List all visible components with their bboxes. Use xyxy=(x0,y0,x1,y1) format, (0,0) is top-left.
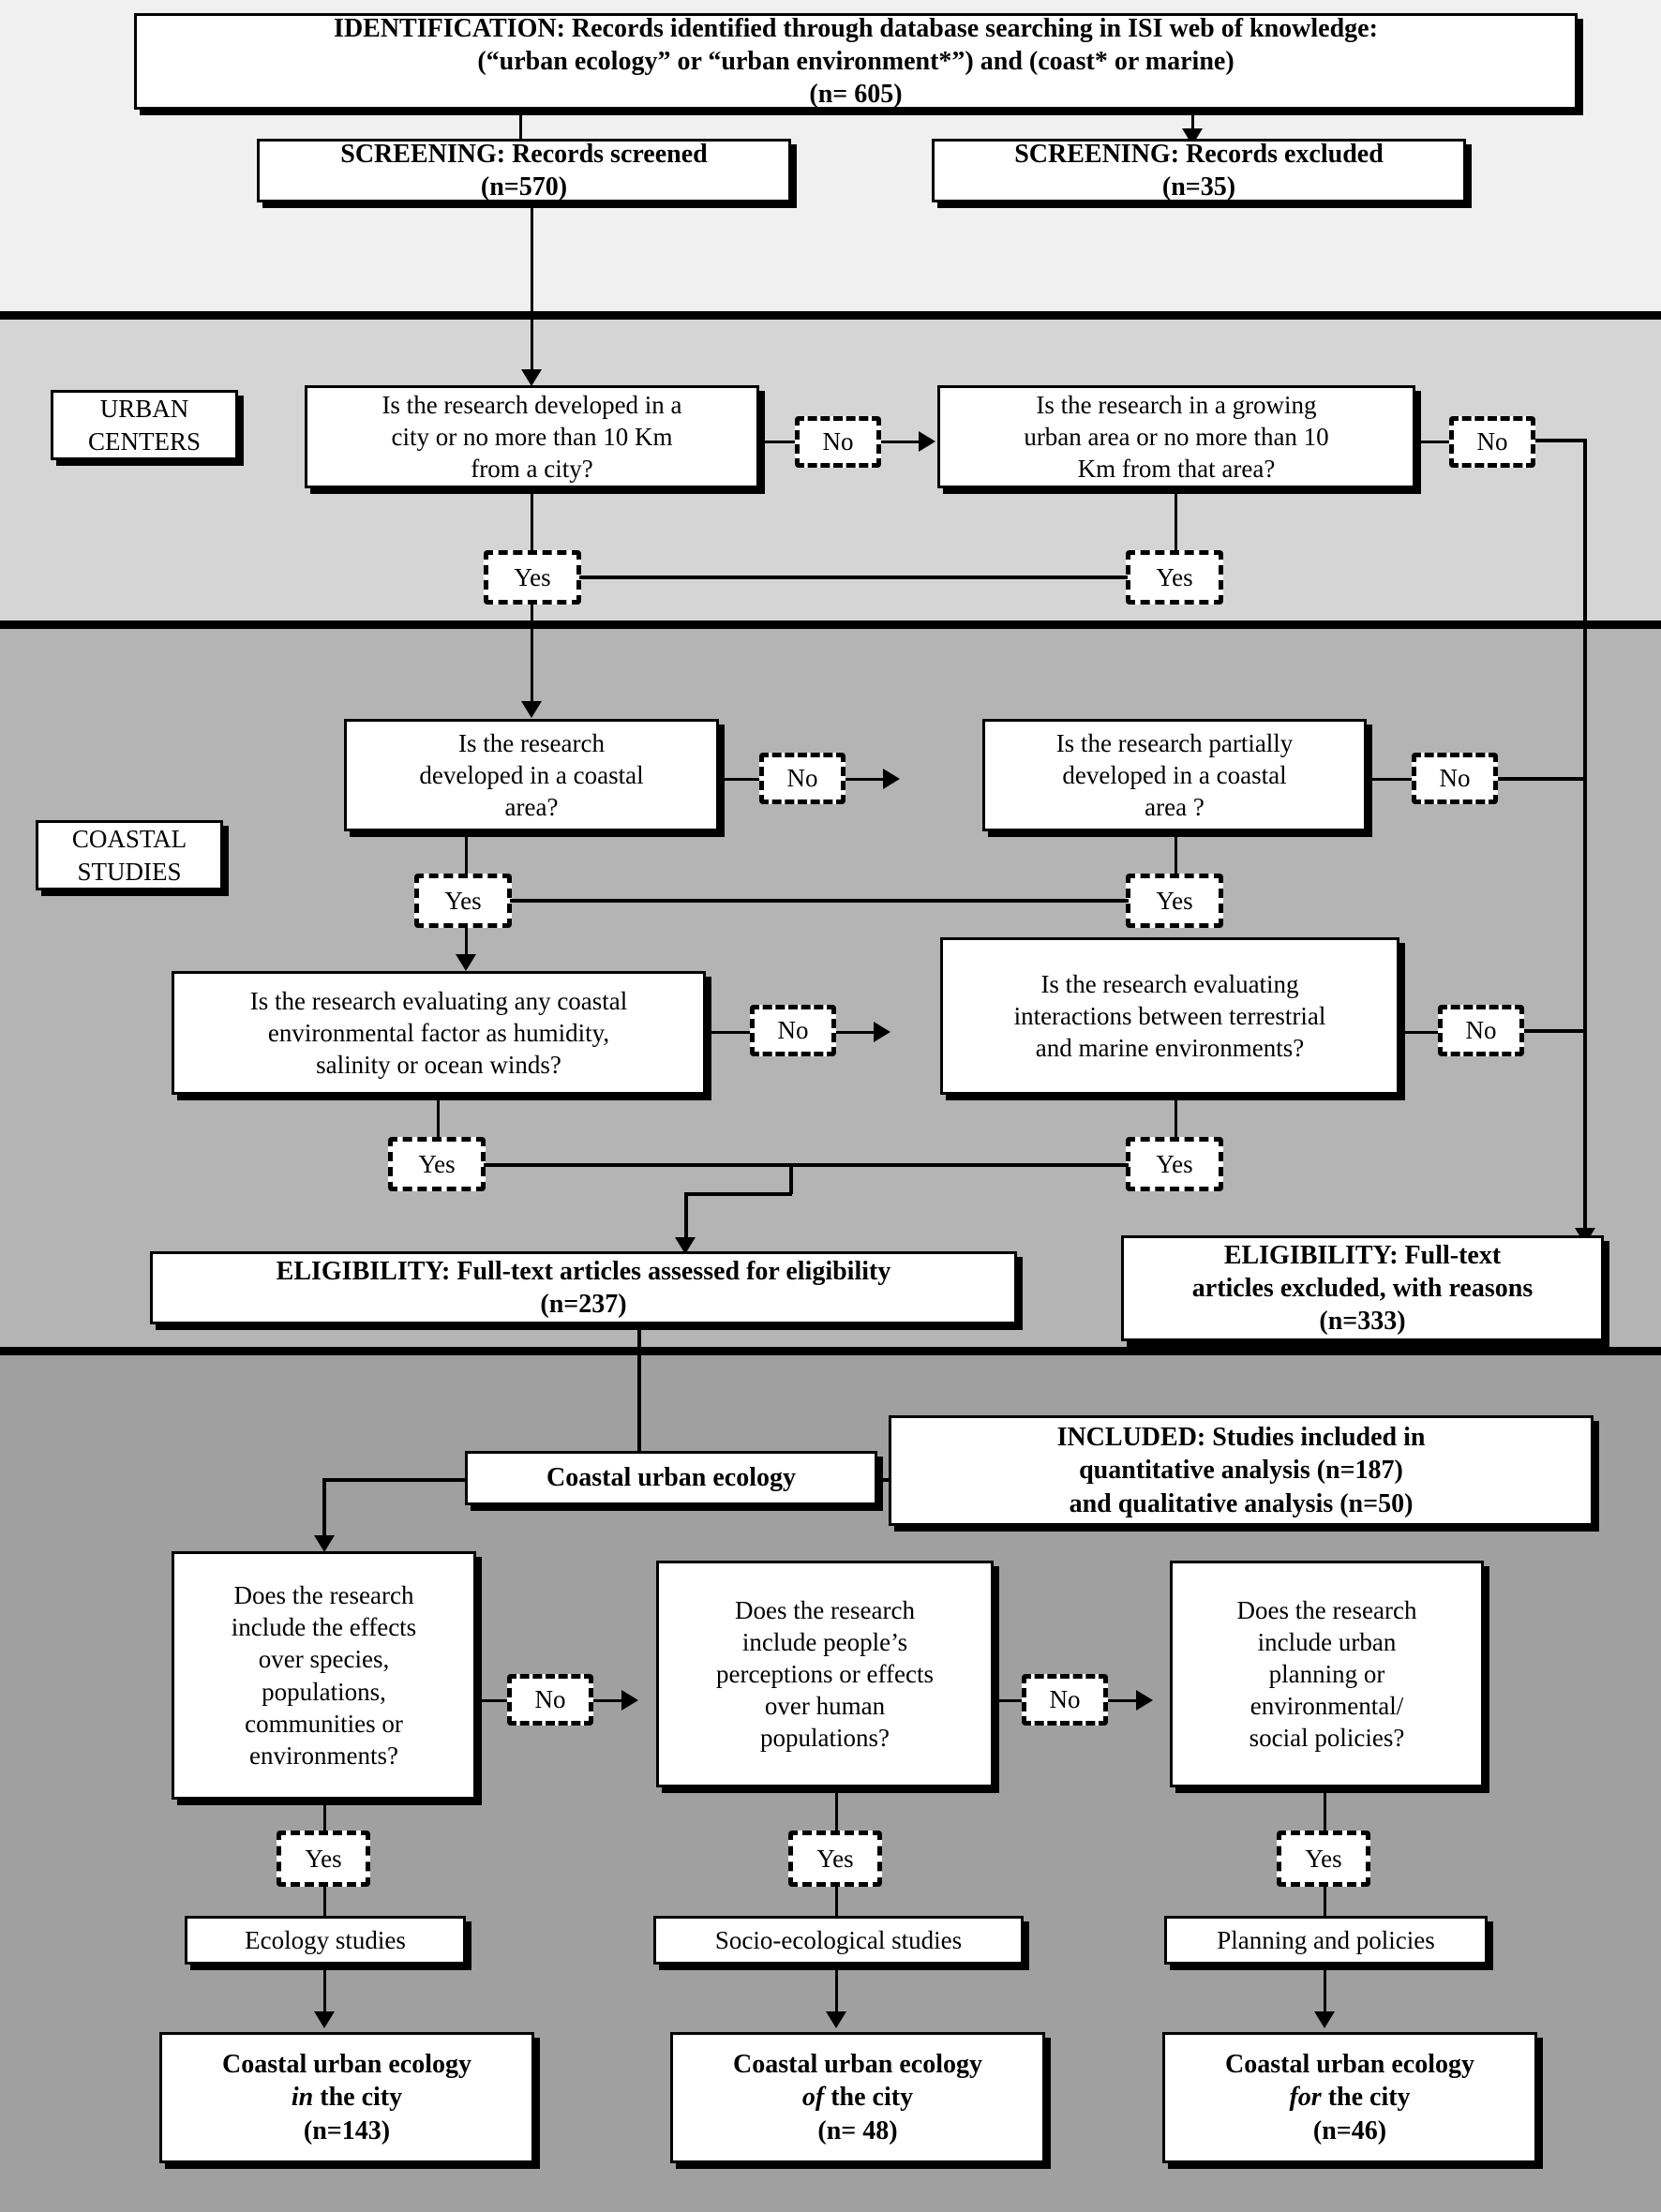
eligibility-excluded-line1: ELIGIBILITY: Full-text xyxy=(1223,1240,1502,1270)
identification-line1: IDENTIFICATION: Records identified through database searching in ISI web of knowledge: xyxy=(334,13,1378,43)
connector-screened-to-urbanq1 xyxy=(531,205,533,374)
coastal-q2-yes-chip xyxy=(1126,874,1223,928)
coastal-q4-yes-chip xyxy=(1126,1137,1223,1191)
connector-no-to-finalq2 xyxy=(593,1699,623,1702)
urban-centers-label-line1: URBAN xyxy=(99,395,189,424)
final-q1-yes-chip xyxy=(277,1831,370,1887)
final-q2-line5: populations? xyxy=(760,1724,890,1753)
urban-q1-no-chip xyxy=(795,416,881,468)
arrowhead-cat2-outcome2 xyxy=(826,2011,846,2028)
final-q3-line2: include urban xyxy=(1257,1627,1397,1656)
identification-line2: (“urban ecology” or “urban environment*”) and (coast* or marine) xyxy=(477,46,1235,76)
connector-no-to-urbanq2 xyxy=(881,441,920,443)
outcome1-preposition: in xyxy=(291,2083,314,2113)
outcome1-line1: Coastal urban ecology xyxy=(222,2050,471,2080)
final-q1-box xyxy=(172,1551,476,1800)
coastal-q3-no-chip xyxy=(750,1005,836,1056)
arrowhead-no-to-finalq2 xyxy=(621,1690,638,1711)
coastal-q3-no-label: No xyxy=(777,1016,809,1044)
connector-cue-left xyxy=(322,1478,468,1482)
urban-q2-line3: Km from that area? xyxy=(1077,455,1276,484)
arrowhead-cat1-outcome1 xyxy=(314,2011,335,2028)
connector-urbanq2-to-yes xyxy=(1175,488,1177,552)
outcome2-n: (n= 48) xyxy=(817,2115,898,2145)
outcome2-line1: Coastal urban ecology xyxy=(733,2050,982,2080)
screening-excluded-line1: SCREENING: Records excluded xyxy=(1014,139,1384,169)
final-q2-yes-label: Yes xyxy=(816,1844,854,1873)
urban-q2-box xyxy=(937,385,1415,488)
connector-to-eligibility xyxy=(684,1192,688,1244)
eligibility-assessed-line2: (n=237) xyxy=(540,1290,627,1319)
urban-q1-yes-label: Yes xyxy=(514,562,551,591)
coastal-q1-box xyxy=(344,719,719,831)
connector-coastal-yes-link-1 xyxy=(510,899,1129,903)
coastal-q4-line3: and marine environments? xyxy=(1035,1034,1305,1062)
connector-finalq2-to-no xyxy=(994,1699,1024,1702)
screening-excluded-box xyxy=(932,139,1466,202)
urban-q1-box xyxy=(305,385,759,488)
connector-coastalq2-to-yes xyxy=(1175,831,1177,876)
category-socio-box xyxy=(653,1916,1024,1965)
connector-coastalq1-to-no xyxy=(719,778,762,781)
final-q3-line1: Does the research xyxy=(1236,1595,1417,1624)
coastal-q2-no-chip xyxy=(1412,753,1498,804)
urban-q2-no-chip xyxy=(1449,416,1535,468)
outcome-in-the-city-box xyxy=(159,2032,534,2163)
outcome2-rest: the city xyxy=(824,2083,914,2113)
category-planning-box xyxy=(1164,1916,1488,1965)
urban-q1-no-label: No xyxy=(822,427,854,456)
category-planning-label: Planning and policies xyxy=(1217,1925,1435,1954)
arrowhead-urbanyes-to-coastalq1 xyxy=(521,701,542,718)
screening-screened-line2: (n=570) xyxy=(480,172,568,202)
urban-q2-yes-label: Yes xyxy=(1156,562,1193,591)
coastal-q3-yes-chip xyxy=(388,1137,486,1191)
identification-box xyxy=(134,13,1578,110)
arrowhead-screened-to-urbanq1 xyxy=(521,369,542,386)
coastal-q4-box xyxy=(940,937,1399,1095)
rail-coastalq4-no-out xyxy=(1524,1029,1585,1033)
screening-screened-line1: SCREENING: Records screened xyxy=(340,139,708,169)
side-label-urban-centers xyxy=(51,390,238,460)
connector-no-to-coastalq4 xyxy=(836,1031,875,1034)
coastal-q3-line3: salinity or ocean winds? xyxy=(316,1051,561,1079)
coastal-q2-line2: developed in a coastal xyxy=(1062,760,1287,789)
coastal-q4-yes-label: Yes xyxy=(1156,1149,1193,1178)
connector-urban-yes-link xyxy=(579,575,1128,579)
coastal-q1-line2: developed in a coastal xyxy=(419,760,644,789)
arrowhead-no-to-coastalq2 xyxy=(883,769,900,789)
coastal-q2-box xyxy=(982,719,1367,831)
urban-q1-line1: Is the research developed in a xyxy=(382,390,682,419)
urban-centers-label-line2: CENTERS xyxy=(87,426,201,456)
eligibility-assessed-line1: ELIGIBILITY: Full-text articles assessed for eligibility xyxy=(276,1256,891,1286)
final-q2-line2: include people’s xyxy=(741,1627,908,1656)
coastal-q3-box xyxy=(172,971,706,1095)
final-q2-no-label: No xyxy=(1049,1685,1081,1713)
final-q3-yes-chip xyxy=(1277,1831,1370,1887)
included-line3: and qualitative analysis (n=50) xyxy=(1069,1488,1414,1518)
connector-coastalq3-to-yes xyxy=(437,1095,440,1140)
final-q2-no-chip xyxy=(1022,1674,1108,1726)
connector-urbanq1-to-yes xyxy=(531,488,533,552)
band-divider-1 xyxy=(0,311,1661,320)
final-q1-line3: over species, xyxy=(258,1645,390,1674)
coastal-q1-line3: area? xyxy=(504,793,559,821)
urban-q2-line1: Is the research in a growing xyxy=(1036,390,1317,419)
band-divider-2 xyxy=(0,620,1661,629)
connector-coastalq3-to-no xyxy=(706,1031,751,1034)
arrowhead-no-to-finalq3 xyxy=(1136,1690,1153,1711)
connector-cat2-to-outcome2 xyxy=(835,1968,838,2015)
coastal-label-line2: STUDIES xyxy=(77,857,182,886)
outcome3-line1: Coastal urban ecology xyxy=(1225,2050,1474,2080)
arrowhead-coastalyes-to-q3 xyxy=(456,954,476,971)
coastal-q3-line1: Is the research evaluating any coastal xyxy=(249,986,628,1015)
coastal-q4-line2: interactions between terrestrial xyxy=(1013,1001,1326,1030)
coastal-q1-yes-chip xyxy=(414,874,512,928)
final-q1-line5: communities or xyxy=(245,1709,403,1738)
final-q1-line1: Does the research xyxy=(233,1581,414,1610)
final-q3-line3: planning or xyxy=(1268,1659,1385,1688)
connector-no-to-coastalq2 xyxy=(845,778,885,781)
rail-coastalq2-no-out xyxy=(1498,777,1585,781)
category-ecology-label: Ecology studies xyxy=(245,1925,406,1954)
urban-q2-yes-chip xyxy=(1126,550,1223,605)
coastal-q4-line1: Is the research evaluating xyxy=(1040,969,1299,998)
final-q3-box xyxy=(1170,1561,1484,1787)
coastal-urban-ecology-label: Coastal urban ecology xyxy=(546,1463,796,1493)
final-q3-yes-label: Yes xyxy=(1305,1844,1342,1873)
final-q1-line4: populations, xyxy=(262,1677,386,1706)
outcome3-preposition: for xyxy=(1289,2083,1322,2113)
connector-cat3-to-outcome3 xyxy=(1324,1968,1326,2015)
coastal-q2-no-label: No xyxy=(1439,764,1471,792)
final-q2-line4: over human xyxy=(764,1692,886,1720)
outcome2-preposition: of xyxy=(801,2083,825,2113)
outcome3-n: (n=46) xyxy=(1312,2115,1387,2145)
connector-finalq1-to-no xyxy=(476,1699,510,1702)
arrowhead-no-to-coastalq4 xyxy=(874,1022,890,1042)
final-q1-line6: environments? xyxy=(249,1741,398,1770)
coastal-q1-no-label: No xyxy=(786,764,818,792)
coastal-q3-yes-label: Yes xyxy=(418,1149,456,1178)
screening-excluded-line2: (n=35) xyxy=(1161,172,1236,202)
included-box xyxy=(889,1415,1594,1526)
urban-q1-yes-chip xyxy=(484,550,581,605)
final-q2-line1: Does the research xyxy=(735,1595,915,1624)
final-q1-line2: include the effects xyxy=(231,1613,417,1642)
arrowhead-cue-to-finalq1 xyxy=(314,1535,335,1552)
connector-urbanyes-to-coastalq1 xyxy=(531,604,533,705)
final-q2-yes-chip xyxy=(788,1831,882,1887)
final-q3-line4: environmental/ xyxy=(1249,1692,1404,1720)
coastal-q4-no-label: No xyxy=(1465,1016,1497,1044)
connector-cat1-to-outcome1 xyxy=(323,1968,326,2015)
eligibility-excluded-box xyxy=(1121,1235,1604,1341)
rail-right-vertical xyxy=(1583,439,1587,1235)
eligibility-excluded-line3: (n=333) xyxy=(1319,1307,1406,1337)
coastal-q1-no-chip xyxy=(759,753,845,804)
coastal-q2-yes-label: Yes xyxy=(1156,886,1193,915)
outcome1-rest: the city xyxy=(313,2083,403,2113)
coastal-label-line1: COASTAL xyxy=(71,825,187,854)
connector-urbanq1-to-no xyxy=(759,441,797,443)
final-q1-yes-label: Yes xyxy=(305,1844,342,1873)
category-socio-label: Socio-ecological studies xyxy=(714,1925,963,1954)
coastal-q2-line3: area ? xyxy=(1145,793,1205,821)
connector-urbanq2-to-no xyxy=(1415,441,1451,443)
category-ecology-box xyxy=(185,1916,466,1965)
arrowhead-cat3-outcome3 xyxy=(1314,2011,1335,2028)
urban-q2-line2: urban area or no more than 10 xyxy=(1024,423,1329,451)
connector-yes-to-cat2 xyxy=(835,1884,838,1920)
connector-finalq3-to-yes xyxy=(1324,1787,1326,1834)
urban-q1-line3: from a city? xyxy=(471,455,593,484)
connector-yeslink-down xyxy=(789,1163,793,1194)
outcome-for-the-city-box xyxy=(1162,2032,1537,2163)
final-q2-box xyxy=(656,1561,994,1787)
coastal-q1-line1: Is the research xyxy=(458,728,605,757)
coastal-q2-line1: Is the research partially xyxy=(1055,728,1294,757)
outcome3-rest: the city xyxy=(1321,2083,1411,2113)
connector-yeslink-left xyxy=(684,1192,792,1196)
connector-finalq2-to-yes xyxy=(835,1787,838,1834)
final-q1-no-label: No xyxy=(534,1685,566,1713)
band-divider-3 xyxy=(0,1347,1661,1355)
connector-coastalq4-to-no xyxy=(1399,1031,1441,1034)
connector-yes-to-cat1 xyxy=(323,1884,326,1920)
coastal-q4-no-chip xyxy=(1438,1005,1524,1056)
urban-q2-no-label: No xyxy=(1476,427,1508,456)
side-label-coastal-studies xyxy=(36,820,223,890)
final-q2-line3: perceptions or effects xyxy=(716,1659,934,1688)
coastal-q3-line2: environmental factor as humidity, xyxy=(267,1018,610,1047)
coastal-q1-yes-label: Yes xyxy=(444,886,482,915)
screening-screened-box xyxy=(257,139,791,202)
outcome1-n: (n=143) xyxy=(303,2115,391,2145)
rail-urbanq2-no-out xyxy=(1535,439,1587,442)
connector-no-to-finalq3 xyxy=(1108,1699,1138,1702)
urban-q1-line2: city or no more than 10 Km xyxy=(391,423,673,451)
identification-line3: (n= 605) xyxy=(809,80,903,110)
coastal-urban-ecology-box xyxy=(465,1451,877,1505)
included-line2: quantitative analysis (n=187) xyxy=(1079,1456,1403,1486)
eligibility-assessed-box xyxy=(150,1251,1017,1324)
arrowhead-no-to-urbanq2 xyxy=(919,431,935,452)
included-line1: INCLUDED: Studies included in xyxy=(1056,1423,1426,1453)
connector-coastalq1-to-yes xyxy=(465,831,468,876)
connector-eligibility-down xyxy=(637,1326,641,1472)
connector-yes-to-cat3 xyxy=(1324,1884,1326,1920)
connector-cue-left-down xyxy=(322,1478,326,1541)
connector-coastalq4-to-yes xyxy=(1175,1095,1177,1140)
outcome-of-the-city-box xyxy=(670,2032,1045,2163)
connector-coastalq2-to-no xyxy=(1367,778,1414,781)
final-q1-no-chip xyxy=(507,1674,593,1726)
connector-coastal-yes-link-2 xyxy=(484,1163,1129,1167)
eligibility-excluded-line2: articles excluded, with reasons xyxy=(1191,1273,1534,1303)
final-q3-line5: social policies? xyxy=(1249,1724,1405,1753)
